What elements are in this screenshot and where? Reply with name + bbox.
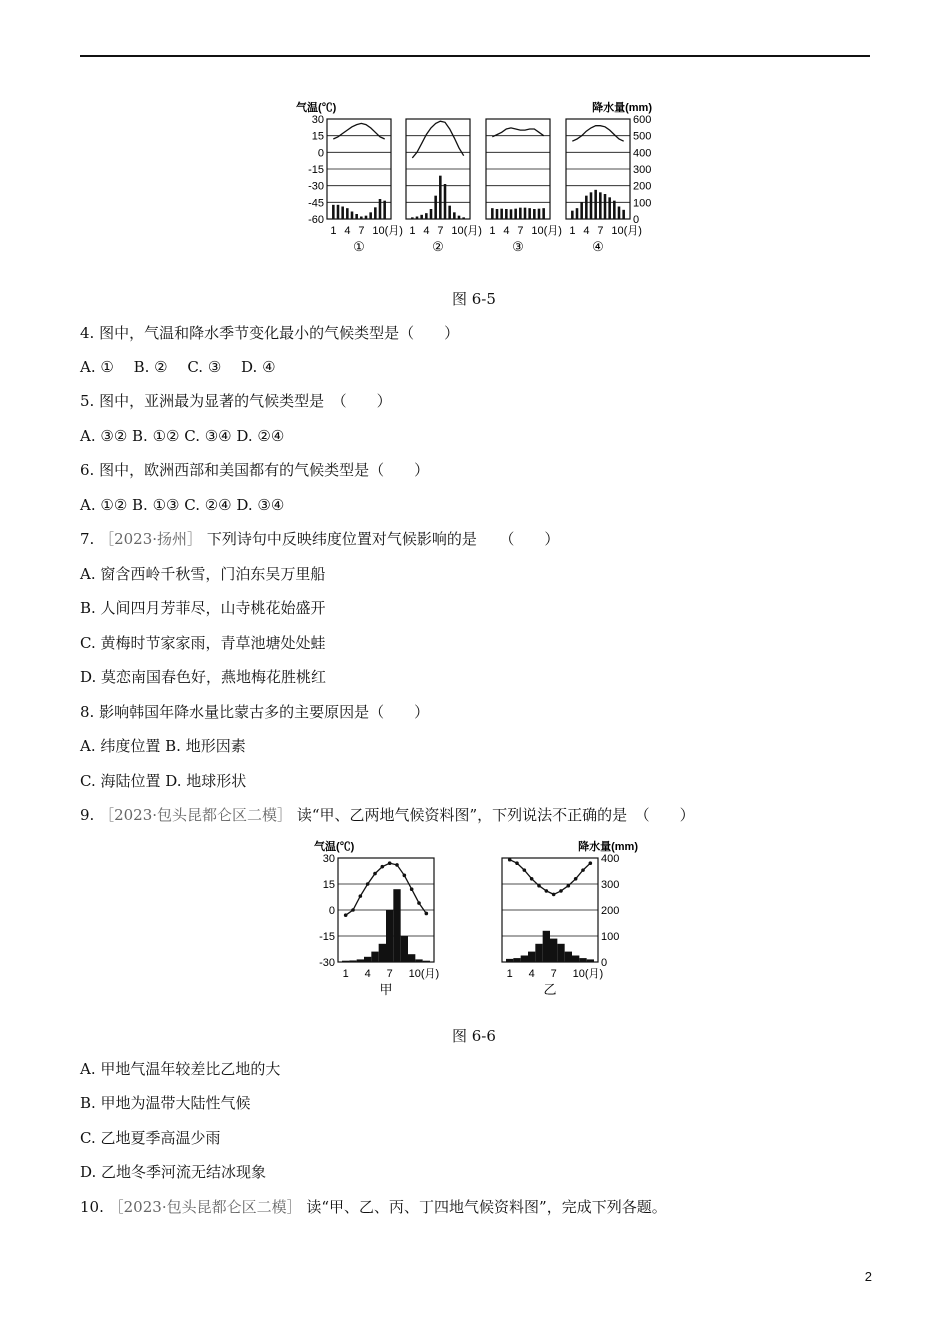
precipitation-bar: [448, 206, 451, 219]
month-tick-label: 1: [409, 225, 416, 237]
precipitation-bar: [528, 208, 531, 219]
month-tick-label: 4: [423, 225, 430, 237]
temperature-tick-label: -45: [308, 197, 324, 210]
month-tick-label: 4: [364, 968, 371, 980]
question-9-number: 9.: [80, 806, 95, 824]
precipitation-bar: [594, 190, 597, 219]
precipitation-bar: [462, 217, 465, 219]
precipitation-bar: [519, 208, 522, 219]
figure-6-5-caption: 图 6-5: [452, 290, 496, 308]
temperature-point: [417, 901, 421, 905]
precipitation-bar: [371, 952, 378, 962]
temperature-point: [523, 868, 527, 872]
precipitation-bar: [420, 215, 423, 219]
precipitation-bar: [521, 956, 528, 963]
temperature-tick-label: -15: [308, 164, 324, 176]
precipitation-bar: [491, 208, 494, 219]
question-4: 4. 图中，气温和降水季节变化最小的气候类型是（ ）: [80, 324, 460, 342]
precipitation-axis-title: 降水量(mm): [592, 102, 652, 114]
question-7-option-b: B. 人间四月芳菲尽，山寺桃花始盛开: [80, 599, 326, 617]
question-9-option-d: D. 乙地冬季河流无结冰现象: [80, 1163, 267, 1181]
temperature-point: [574, 877, 578, 881]
question-7: [80, 529, 559, 549]
precipitation-tick-label: 100: [601, 931, 620, 943]
precipitation-bar: [365, 216, 368, 219]
temperature-point: [545, 889, 549, 893]
precipitation-bar: [496, 209, 499, 219]
precipitation-bar: [535, 944, 542, 962]
precipitation-bar: [599, 192, 602, 219]
temperature-point: [567, 884, 571, 888]
precipitation-bar: [393, 889, 400, 962]
month-tick-label: 7: [550, 968, 557, 980]
precipitation-bar: [341, 207, 344, 220]
temperature-tick-label: 30: [311, 114, 324, 126]
temperature-curve: [346, 863, 427, 915]
question-8-options-cd: C. 海陆位置 D. 地球形状: [80, 772, 247, 790]
precipitation-bar: [401, 936, 408, 962]
temperature-point: [344, 913, 348, 917]
month-tick-label: 7: [358, 225, 365, 237]
question-5: 5. 图中，亚洲最为显著的气候类型是 （ ）: [80, 392, 392, 410]
precipitation-bar: [618, 207, 621, 220]
temperature-tick-label: -30: [319, 957, 335, 969]
precipitation-bar: [500, 209, 503, 219]
temperature-point: [425, 912, 429, 916]
question-6: 6. 图中，欧洲西部和美国都有的气候类型是（ ）: [80, 461, 430, 479]
precipitation-bar: [357, 959, 364, 962]
question-9-option-c: C. 乙地夏季高温少雨: [80, 1129, 221, 1147]
panel-label: ②: [432, 239, 444, 254]
question-8: 8. 影响韩国年降水量比蒙古多的主要原因是（ ）: [80, 703, 430, 721]
month-tick-label: 1: [330, 225, 337, 237]
precipitation-bar: [538, 209, 541, 219]
question-9-option-a: A. 甲地气温年较差比乙地的大: [80, 1060, 281, 1078]
temperature-axis-title: 气温(℃): [296, 102, 337, 114]
precipitation-bar: [533, 209, 536, 219]
precipitation-bar: [590, 192, 593, 219]
temperature-tick-label: 0: [317, 147, 324, 160]
question-7-option-c: C. 黄梅时节家家雨，青草池塘处处蛙: [80, 634, 326, 652]
temperature-point: [581, 868, 585, 872]
month-tick-label: 10(月): [372, 225, 403, 237]
question-7-source-tag: ［2023·扬州］: [99, 530, 203, 548]
month-tick-label: 10(月): [531, 225, 562, 237]
temperature-tick-label: 0: [328, 905, 335, 917]
month-tick-label: 4: [583, 225, 590, 237]
precipitation-bar: [542, 208, 545, 219]
precipitation-bar: [622, 210, 625, 219]
precipitation-bar: [572, 956, 579, 963]
precipitation-bar: [386, 910, 393, 962]
precipitation-bar: [580, 202, 583, 219]
precipitation-bar: [342, 961, 349, 962]
question-9-stem: 读“甲、乙两地气候资料图”，下列说法不正确的是 （ ）: [296, 806, 695, 824]
precipitation-bar: [565, 952, 572, 962]
temperature-point: [515, 861, 519, 865]
precipitation-tick-label: 300: [633, 164, 652, 176]
precipitation-bar: [337, 205, 340, 219]
precipitation-tick-label: 0: [633, 214, 640, 226]
question-9-option-b: B. 甲地为温带大陆性气候: [80, 1094, 251, 1112]
precipitation-bar: [369, 212, 372, 219]
month-tick-label: 7: [517, 225, 524, 237]
question-6-options: A. ①② B. ①③ C. ②④ D. ③④: [80, 496, 285, 514]
precipitation-bar: [379, 944, 386, 962]
precipitation-bar: [415, 959, 422, 962]
precipitation-bar: [408, 954, 415, 962]
precipitation-bar: [423, 961, 430, 962]
temperature-axis-title: 气温(℃): [314, 841, 355, 853]
precipitation-bar: [332, 205, 335, 219]
precipitation-bar: [585, 196, 588, 219]
temperature-tick-label: 30: [322, 853, 335, 865]
precipitation-bar: [579, 958, 586, 962]
precipitation-tick-label: 0: [601, 957, 608, 969]
temperature-curve: [572, 126, 623, 142]
month-tick-label: 7: [437, 225, 444, 237]
precipitation-bar: [346, 208, 349, 219]
precipitation-bar: [550, 939, 557, 962]
header-rule: [80, 55, 870, 57]
month-tick-label: 7: [597, 225, 604, 237]
precipitation-tick-label: 500: [633, 130, 652, 143]
month-tick-label: 7: [386, 968, 393, 980]
panel-label: 甲: [379, 982, 393, 997]
precipitation-bar: [604, 194, 607, 219]
page-number: 2: [864, 1269, 872, 1284]
precipitation-bar: [374, 207, 377, 219]
precipitation-tick-label: 200: [601, 905, 620, 917]
figure-6-5-climate-charts: [290, 95, 660, 260]
temperature-tick-label: 15: [311, 130, 324, 143]
temperature-point: [508, 858, 512, 862]
precipitation-bar: [528, 952, 535, 962]
question-7-stem: 下列诗句中反映纬度位置对气候影响的是 （ ）: [206, 530, 560, 548]
temperature-curve: [333, 123, 384, 139]
precipitation-bar: [416, 217, 419, 220]
precipitation-bar: [458, 216, 461, 219]
question-10: [80, 1197, 667, 1217]
precipitation-bar: [439, 176, 442, 219]
temperature-tick-label: -60: [308, 214, 324, 226]
month-tick-label: 4: [528, 968, 535, 980]
precipitation-tick-label: 100: [633, 197, 652, 210]
month-tick-label: 1: [342, 968, 349, 980]
panel-label: 乙: [543, 982, 557, 997]
panel-label: ③: [512, 239, 524, 254]
temperature-point: [537, 884, 541, 888]
question-10-number: 10.: [80, 1198, 104, 1216]
temperature-point: [589, 861, 593, 865]
temperature-curve: [510, 860, 591, 895]
temperature-point: [559, 889, 563, 893]
figure-6-6-caption: 图 6-6: [452, 1027, 496, 1045]
precipitation-bar: [608, 197, 611, 219]
month-tick-label: 1: [569, 225, 576, 237]
precipitation-bar: [453, 212, 456, 219]
precipitation-bar: [506, 959, 513, 962]
temperature-point: [351, 908, 355, 912]
question-10-source-tag: ［2023·包头昆都仑区二模］: [108, 1198, 302, 1216]
temperature-tick-label: -15: [319, 931, 335, 943]
precipitation-bar: [364, 957, 371, 962]
temperature-point: [373, 872, 377, 876]
precipitation-bar: [383, 201, 386, 219]
precipitation-axis-title: 降水量(mm): [578, 841, 638, 853]
month-tick-label: 10(月): [451, 225, 482, 237]
question-5-options: A. ③② B. ①② C. ③④ D. ②④: [80, 427, 285, 445]
temperature-tick-label: -30: [308, 180, 324, 193]
precipitation-bar: [379, 199, 382, 219]
precipitation-tick-label: 400: [601, 853, 620, 865]
temperature-point: [530, 877, 534, 881]
month-tick-label: 1: [489, 225, 496, 237]
question-4-options: A. ① B. ② C. ③ D. ④: [80, 358, 276, 376]
precipitation-tick-label: 600: [633, 114, 652, 126]
month-tick-label: 10(月): [572, 968, 604, 980]
precipitation-bar: [571, 211, 574, 219]
panel-label: ①: [353, 239, 365, 254]
month-tick-label: 4: [503, 225, 510, 237]
precipitation-bar: [444, 184, 447, 219]
precipitation-bar: [355, 214, 358, 219]
precipitation-tick-label: 200: [633, 180, 652, 193]
question-8-options-ab: A. 纬度位置 B. 地形因素: [80, 737, 246, 755]
month-tick-label: 10(月): [408, 968, 440, 980]
month-tick-label: 4: [344, 225, 351, 237]
precipitation-bar: [425, 213, 428, 219]
month-tick-label: 1: [506, 968, 513, 980]
precipitation-tick-label: 300: [601, 879, 620, 891]
month-tick-label: 10(月): [611, 225, 642, 237]
panel-label: ④: [592, 239, 604, 254]
question-10-stem: 读“甲、乙、丙、丁四地气候资料图”，完成下列各题。: [306, 1198, 667, 1216]
question-7-number: 7.: [80, 530, 95, 548]
precipitation-bar: [543, 931, 550, 962]
precipitation-tick-label: 400: [633, 147, 652, 160]
temperature-tick-label: 15: [322, 879, 335, 891]
precipitation-bar: [434, 196, 437, 219]
question-9-source-tag: ［2023·包头昆都仑区二模］: [99, 806, 293, 824]
temperature-point: [403, 874, 407, 878]
precipitation-bar: [514, 209, 517, 219]
temperature-point: [395, 863, 399, 867]
temperature-point: [366, 882, 370, 886]
question-7-option-a: A. 窗含西岭千秋雪，门泊东吴万里船: [80, 565, 326, 583]
precipitation-bar: [513, 958, 520, 962]
precipitation-bar: [587, 959, 594, 962]
precipitation-bar: [349, 960, 356, 962]
precipitation-bar: [576, 208, 579, 219]
precipitation-bar: [505, 209, 508, 219]
precipitation-bar: [510, 209, 513, 219]
temperature-point: [552, 893, 556, 897]
question-7-option-d: D. 莫恋南国春色好，燕地梅花胜桃红: [80, 668, 327, 686]
temperature-point: [381, 865, 385, 869]
temperature-point: [388, 861, 392, 865]
precipitation-bar: [557, 944, 564, 962]
precipitation-bar: [613, 201, 616, 219]
temperature-point: [359, 894, 363, 898]
question-9: [80, 805, 695, 825]
precipitation-bar: [360, 217, 363, 220]
precipitation-bar: [351, 212, 354, 220]
temperature-point: [410, 887, 414, 891]
precipitation-bar: [524, 208, 527, 219]
figure-6-6-climate-charts: [308, 834, 648, 1002]
precipitation-bar: [430, 209, 433, 219]
precipitation-bar: [411, 217, 414, 219]
